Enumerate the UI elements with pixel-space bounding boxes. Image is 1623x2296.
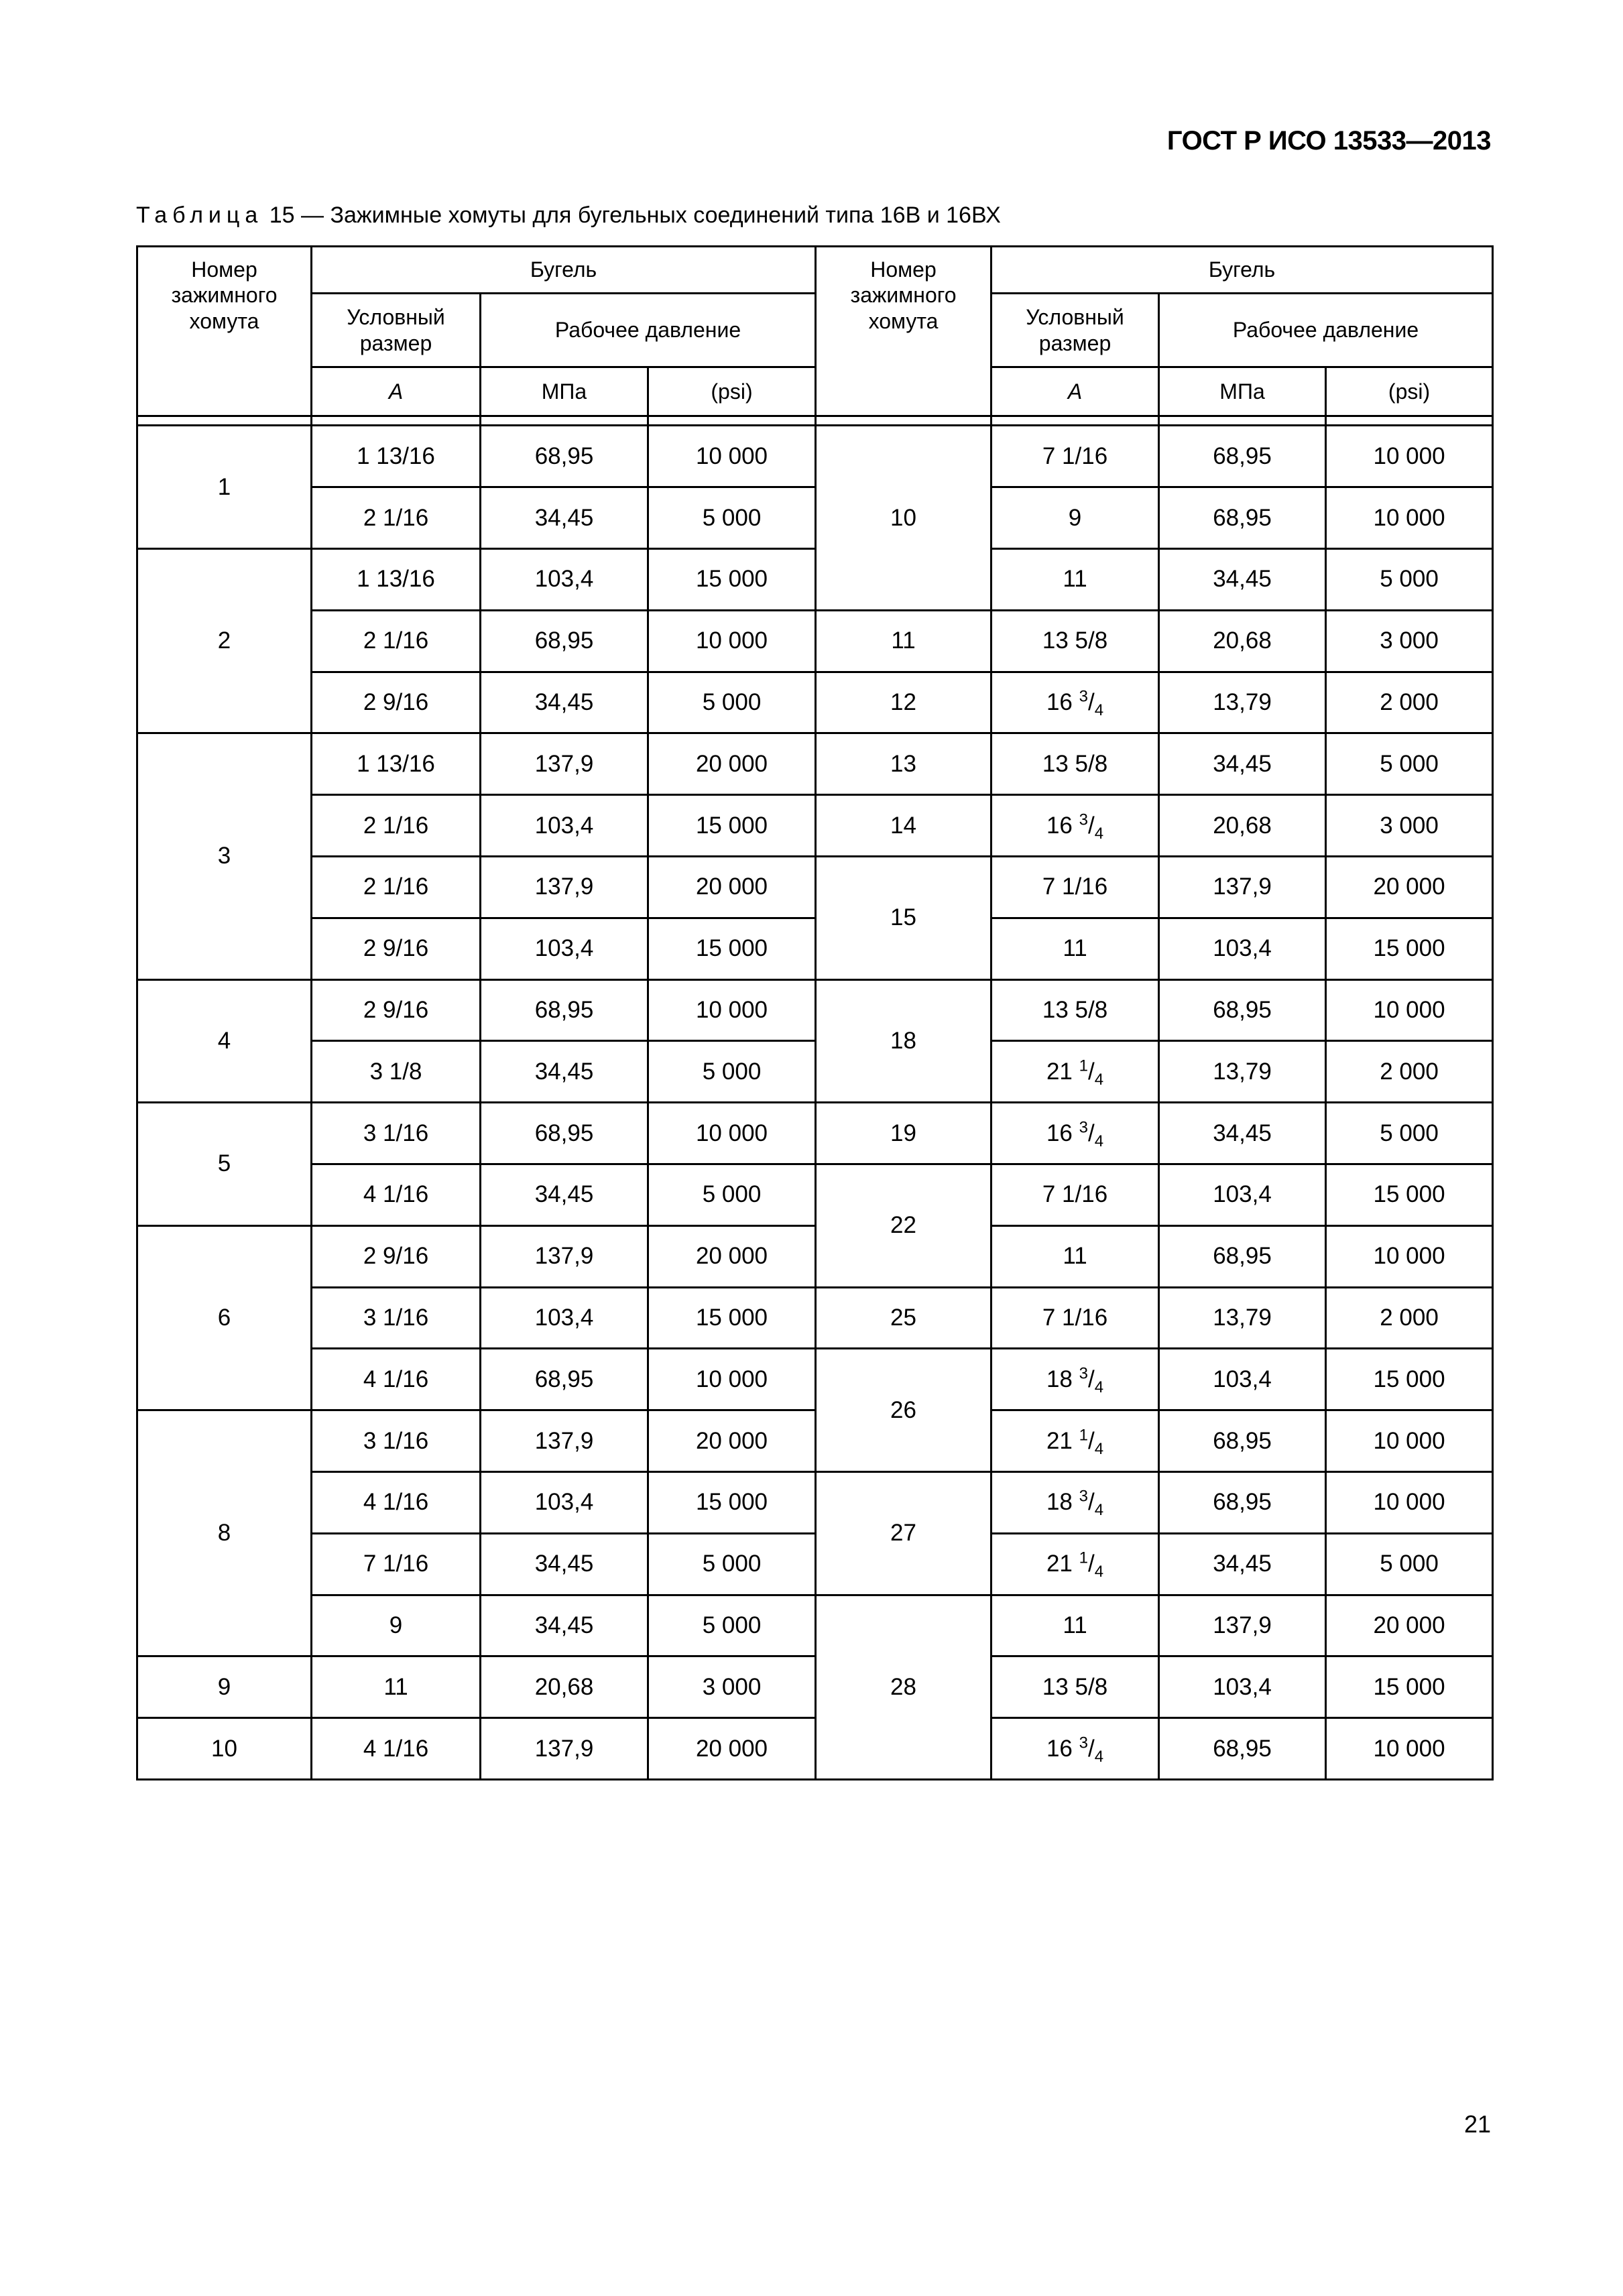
document-id: ГОСТ Р ИСО 13533—2013 <box>1166 126 1491 156</box>
pressure-mpa-cell: 103,4 <box>1159 918 1326 979</box>
clamp-number-cell: 1 <box>137 426 312 549</box>
pressure-psi-cell: 10 000 <box>648 1349 816 1410</box>
header-unit-mpa-right: МПа <box>1159 367 1326 416</box>
header-clamp-no-right: Номер зажимного хомута <box>816 247 991 416</box>
table-row <box>137 610 1493 672</box>
pressure-psi-cell: 3 000 <box>1326 610 1493 672</box>
pressure-psi-cell: 10 000 <box>1326 1718 1493 1780</box>
clamp-number-cell: 14 <box>816 795 991 857</box>
pressure-mpa-cell: 68,95 <box>481 1103 648 1164</box>
table-row <box>137 1349 1493 1410</box>
nominal-size-cell <box>991 487 1159 549</box>
table-row <box>137 733 1493 795</box>
nominal-size-cell: 2 1/16 <box>312 487 481 549</box>
header-unit-psi-left: (psi) <box>648 367 816 416</box>
pressure-psi-cell: 15 000 <box>1326 918 1493 979</box>
pressure-mpa-cell: 68,95 <box>1159 1718 1326 1780</box>
fraction-denominator: 4 <box>1094 1070 1104 1089</box>
clamp-number-cell: 4 <box>137 979 312 1103</box>
fraction-denominator: 4 <box>1094 1378 1104 1396</box>
size-whole: 18 <box>1046 1489 1079 1516</box>
size-whole: 11 <box>1063 566 1087 593</box>
size-whole: 13 5/8 <box>1042 750 1108 777</box>
pressure-psi-cell: 20 000 <box>648 1718 816 1780</box>
nominal-size-cell <box>991 610 1159 672</box>
pressure-mpa-cell: 34,45 <box>481 672 648 733</box>
pressure-psi-cell: 10 000 <box>648 426 816 487</box>
size-whole: 11 <box>1063 935 1087 962</box>
table-row <box>137 1595 1493 1656</box>
fraction-numerator: 1 <box>1079 1549 1088 1567</box>
fraction-numerator: 3 <box>1079 1487 1088 1506</box>
pressure-psi-cell: 3 000 <box>648 1656 816 1718</box>
pressure-psi-cell: 20 000 <box>1326 1595 1493 1656</box>
table-row <box>137 979 1493 1041</box>
pressure-psi-cell: 10 000 <box>648 1103 816 1164</box>
pressure-mpa-cell: 103,4 <box>481 918 648 979</box>
nominal-size-cell: 1 13/16 <box>312 426 481 487</box>
pressure-mpa-cell: 34,45 <box>481 1041 648 1103</box>
pressure-psi-cell: 20 000 <box>1326 856 1493 918</box>
fraction-numerator: 3 <box>1079 1364 1088 1383</box>
size-whole: 18 <box>1046 1366 1079 1392</box>
pressure-mpa-cell: 13,79 <box>1159 672 1326 733</box>
pressure-psi-cell: 15 000 <box>1326 1656 1493 1718</box>
header-hub-left: Бугель <box>312 247 816 294</box>
pressure-mpa-cell: 68,95 <box>481 979 648 1041</box>
header-unit-mpa-left: МПа <box>481 367 648 416</box>
caption-prefix: Таблица <box>136 202 263 228</box>
header-size-symbol-left: A <box>312 367 481 416</box>
pressure-mpa-cell: 68,95 <box>1159 426 1326 487</box>
pressure-psi-cell: 15 000 <box>648 548 816 610</box>
nominal-size-cell <box>991 979 1159 1041</box>
nominal-size-cell: 21 $^1/_4$ <box>991 1533 1159 1595</box>
clamp-number-cell: 6 <box>137 1225 312 1410</box>
table-row <box>137 795 1493 857</box>
pressure-mpa-cell: 137,9 <box>481 1410 648 1472</box>
clamp-number-cell: 9 <box>137 1656 312 1718</box>
clamp-number-cell: 2 <box>137 548 312 733</box>
fraction-denominator: 4 <box>1094 1132 1104 1150</box>
header-working-pressure-right: Рабочее давление <box>1159 294 1493 367</box>
size-whole: 21 <box>1046 1058 1079 1085</box>
pressure-psi-cell: 10 000 <box>1326 979 1493 1041</box>
nominal-size-cell <box>991 1287 1159 1349</box>
nominal-size-cell <box>991 856 1159 918</box>
pressure-mpa-cell: 103,4 <box>481 795 648 857</box>
pressure-psi-cell: 2 000 <box>1326 1041 1493 1103</box>
nominal-size-cell: 16 $^3/_4$ <box>991 672 1159 733</box>
clamp-number-cell: 18 <box>816 979 991 1103</box>
pressure-psi-cell: 5 000 <box>1326 1103 1493 1164</box>
pressure-mpa-cell: 34,45 <box>1159 548 1326 610</box>
pressure-mpa-cell: 137,9 <box>481 1225 648 1287</box>
pressure-psi-cell: 2 000 <box>1326 672 1493 733</box>
clamp-number-cell: 22 <box>816 1164 991 1287</box>
pressure-mpa-cell: 103,4 <box>1159 1656 1326 1718</box>
pressure-psi-cell: 15 000 <box>648 1471 816 1533</box>
nominal-size-cell: 2 1/16 <box>312 795 481 857</box>
pressure-psi-cell: 20 000 <box>648 856 816 918</box>
clamp-number-cell: 27 <box>816 1471 991 1595</box>
pressure-mpa-cell: 103,4 <box>481 1471 648 1533</box>
fraction-denominator: 4 <box>1094 824 1104 843</box>
pressure-psi-cell: 10 000 <box>648 979 816 1041</box>
clamp-number-cell: 10 <box>137 1718 312 1780</box>
nominal-size-cell <box>991 1225 1159 1287</box>
nominal-size-cell: 18 $^3/_4$ <box>991 1471 1159 1533</box>
table-row <box>137 1287 1493 1349</box>
pressure-mpa-cell: 34,45 <box>481 487 648 549</box>
pressure-psi-cell: 15 000 <box>648 918 816 979</box>
pressure-mpa-cell: 34,45 <box>1159 733 1326 795</box>
nominal-size-cell: 11 <box>312 1656 481 1718</box>
table-row <box>137 1164 1493 1225</box>
fraction-denominator: 4 <box>1094 1501 1104 1520</box>
size-whole: 16 <box>1046 688 1079 715</box>
size-whole: 7 1/16 <box>1042 1181 1108 1208</box>
pressure-psi-cell: 10 000 <box>1326 426 1493 487</box>
pressure-psi-cell: 5 000 <box>648 1595 816 1656</box>
table-row <box>137 1533 1493 1595</box>
clamp-number-cell: 11 <box>816 610 991 672</box>
pressure-psi-cell: 2 000 <box>1326 1287 1493 1349</box>
size-whole: 13 5/8 <box>1042 1673 1108 1700</box>
size-whole: 9 <box>1068 504 1082 531</box>
nominal-size-cell: 4 1/16 <box>312 1718 481 1780</box>
pressure-mpa-cell: 68,95 <box>1159 487 1326 549</box>
pressure-psi-cell: 15 000 <box>1326 1164 1493 1225</box>
fraction-denominator: 4 <box>1094 701 1104 719</box>
nominal-size-cell: 2 9/16 <box>312 1225 481 1287</box>
pressure-psi-cell: 10 000 <box>1326 1471 1493 1533</box>
fraction-denominator: 4 <box>1094 1747 1104 1766</box>
pressure-mpa-cell: 103,4 <box>1159 1164 1326 1225</box>
table-row <box>137 1471 1493 1533</box>
header-unit-psi-right: (psi) <box>1326 367 1493 416</box>
clamp-number-cell: 15 <box>816 856 991 979</box>
header-hub-right: Бугель <box>991 247 1493 294</box>
table-row <box>137 548 1493 610</box>
nominal-size-cell: 3 1/16 <box>312 1410 481 1472</box>
pressure-psi-cell: 3 000 <box>1326 795 1493 857</box>
clamp-number-cell: 3 <box>137 733 312 979</box>
size-whole: 11 <box>1063 1612 1087 1638</box>
nominal-size-cell: 4 1/16 <box>312 1471 481 1533</box>
pressure-mpa-cell: 103,4 <box>481 1287 648 1349</box>
table-row <box>137 918 1493 979</box>
pressure-mpa-cell: 20,68 <box>481 1656 648 1718</box>
fraction-numerator: 1 <box>1079 1425 1088 1444</box>
pressure-mpa-cell: 13,79 <box>1159 1287 1326 1349</box>
nominal-size-cell: 16 $^3/_4$ <box>991 1718 1159 1780</box>
table-row <box>137 672 1493 733</box>
table-row <box>137 1103 1493 1164</box>
nominal-size-cell <box>991 426 1159 487</box>
size-whole: 7 1/16 <box>1042 873 1108 900</box>
nominal-size-cell: 21 $^1/_4$ <box>991 1041 1159 1103</box>
clamp-number-cell: 8 <box>137 1410 312 1656</box>
table-row <box>137 1041 1493 1103</box>
nominal-size-cell: 2 9/16 <box>312 672 481 733</box>
pressure-mpa-cell: 20,68 <box>1159 795 1326 857</box>
pressure-psi-cell: 20 000 <box>648 733 816 795</box>
pressure-psi-cell: 5 000 <box>648 1164 816 1225</box>
pressure-psi-cell: 15 000 <box>648 795 816 857</box>
header-nominal-size-left: Условный размер <box>312 294 481 367</box>
pressure-psi-cell: 15 000 <box>648 1287 816 1349</box>
clamp-number-cell: 13 <box>816 733 991 795</box>
clamp-table <box>136 245 1494 1780</box>
pressure-psi-cell: 5 000 <box>1326 733 1493 795</box>
table-row <box>137 1656 1493 1718</box>
nominal-size-cell: 2 9/16 <box>312 918 481 979</box>
nominal-size-cell: 2 9/16 <box>312 979 481 1041</box>
table-row <box>137 426 1493 487</box>
fraction-numerator: 3 <box>1079 1117 1088 1136</box>
size-whole: 21 <box>1046 1551 1079 1577</box>
pressure-mpa-cell: 68,95 <box>1159 979 1326 1041</box>
size-whole: 7 1/16 <box>1042 1304 1108 1331</box>
clamp-number-cell: 5 <box>137 1103 312 1226</box>
size-whole: 13 5/8 <box>1042 627 1108 654</box>
nominal-size-cell <box>991 548 1159 610</box>
pressure-mpa-cell: 34,45 <box>1159 1103 1326 1164</box>
pressure-psi-cell: 20 000 <box>648 1410 816 1472</box>
nominal-size-cell: 1 13/16 <box>312 733 481 795</box>
pressure-mpa-cell: 68,95 <box>1159 1410 1326 1472</box>
nominal-size-cell: 7 1/16 <box>312 1533 481 1595</box>
clamp-number-cell: 26 <box>816 1349 991 1472</box>
fraction-denominator: 4 <box>1094 1439 1104 1458</box>
table-row <box>137 487 1493 549</box>
pressure-mpa-cell: 103,4 <box>1159 1349 1326 1410</box>
pressure-mpa-cell: 34,45 <box>481 1164 648 1225</box>
pressure-psi-cell: 5 000 <box>1326 548 1493 610</box>
table-row <box>137 1718 1493 1780</box>
pressure-mpa-cell: 68,95 <box>481 1349 648 1410</box>
size-whole: 16 <box>1046 1735 1079 1762</box>
nominal-size-cell: 9 <box>312 1595 481 1656</box>
page-number: 21 <box>1463 2110 1491 2138</box>
pressure-mpa-cell: 68,95 <box>1159 1225 1326 1287</box>
table-row <box>137 1410 1493 1472</box>
pressure-mpa-cell: 137,9 <box>1159 1595 1326 1656</box>
nominal-size-cell: 16 $^3/_4$ <box>991 1103 1159 1164</box>
nominal-size-cell: 2 1/16 <box>312 856 481 918</box>
nominal-size-cell <box>991 1595 1159 1656</box>
fraction-numerator: 3 <box>1079 687 1088 706</box>
header-working-pressure-left: Рабочее давление <box>481 294 816 367</box>
nominal-size-cell: 3 1/16 <box>312 1287 481 1349</box>
nominal-size-cell <box>991 733 1159 795</box>
pressure-psi-cell: 10 000 <box>1326 1225 1493 1287</box>
pressure-psi-cell: 20 000 <box>648 1225 816 1287</box>
size-whole: 7 1/16 <box>1042 442 1108 469</box>
pressure-mpa-cell: 34,45 <box>1159 1533 1326 1595</box>
nominal-size-cell <box>991 1656 1159 1718</box>
nominal-size-cell: 2 1/16 <box>312 610 481 672</box>
nominal-size-cell: 3 1/16 <box>312 1103 481 1164</box>
clamp-number-cell: 25 <box>816 1287 991 1349</box>
pressure-mpa-cell: 137,9 <box>481 1718 648 1780</box>
nominal-size-cell: 16 $^3/_4$ <box>991 795 1159 857</box>
pressure-psi-cell: 5 000 <box>648 487 816 549</box>
size-whole: 16 <box>1046 1120 1079 1146</box>
pressure-mpa-cell: 137,9 <box>481 733 648 795</box>
clamp-number-cell: 12 <box>816 672 991 733</box>
pressure-mpa-cell: 137,9 <box>481 856 648 918</box>
caption-text: 15 — Зажимные хомуты для бугельных соединений типа 16В и 16ВХ <box>263 202 1001 228</box>
pressure-mpa-cell: 103,4 <box>481 548 648 610</box>
pressure-psi-cell: 10 000 <box>1326 487 1493 549</box>
table-row <box>137 856 1493 918</box>
table-caption <box>136 202 1001 229</box>
size-whole: 16 <box>1046 812 1079 839</box>
header-clamp-no-left: Номер зажимного хомута <box>137 247 312 416</box>
pressure-psi-cell: 10 000 <box>1326 1410 1493 1472</box>
pressure-mpa-cell: 68,95 <box>481 610 648 672</box>
pressure-mpa-cell: 68,95 <box>1159 1471 1326 1533</box>
pressure-psi-cell: 15 000 <box>1326 1349 1493 1410</box>
clamp-number-cell: 19 <box>816 1103 991 1164</box>
pressure-mpa-cell: 20,68 <box>1159 610 1326 672</box>
header-nominal-size-right: Условный размер <box>991 294 1159 367</box>
fraction-numerator: 1 <box>1079 1056 1088 1075</box>
nominal-size-cell: 18 $^3/_4$ <box>991 1349 1159 1410</box>
pressure-mpa-cell: 137,9 <box>1159 856 1326 918</box>
pressure-psi-cell: 5 000 <box>648 1533 816 1595</box>
size-whole: 11 <box>1063 1243 1087 1270</box>
pressure-mpa-cell: 34,45 <box>481 1533 648 1595</box>
pressure-psi-cell: 5 000 <box>1326 1533 1493 1595</box>
pressure-psi-cell: 5 000 <box>648 672 816 733</box>
clamp-number-cell: 10 <box>816 426 991 610</box>
pressure-mpa-cell: 34,45 <box>481 1595 648 1656</box>
nominal-size-cell <box>991 1164 1159 1225</box>
nominal-size-cell: 4 1/16 <box>312 1349 481 1410</box>
pressure-psi-cell: 10 000 <box>648 610 816 672</box>
pressure-mpa-cell: 13,79 <box>1159 1041 1326 1103</box>
size-whole: 21 <box>1046 1427 1079 1454</box>
table-row <box>137 1225 1493 1287</box>
pressure-psi-cell: 5 000 <box>648 1041 816 1103</box>
size-whole: 13 5/8 <box>1042 996 1108 1023</box>
fraction-numerator: 3 <box>1079 1733 1088 1752</box>
fraction-denominator: 4 <box>1094 1563 1104 1581</box>
nominal-size-cell: 3 1/8 <box>312 1041 481 1103</box>
nominal-size-cell: 4 1/16 <box>312 1164 481 1225</box>
header-size-symbol-right: A <box>991 367 1159 416</box>
nominal-size-cell: 1 13/16 <box>312 548 481 610</box>
fraction-numerator: 3 <box>1079 810 1088 829</box>
pressure-mpa-cell: 68,95 <box>481 426 648 487</box>
nominal-size-cell: 21 $^1/_4$ <box>991 1410 1159 1472</box>
clamp-number-cell: 28 <box>816 1595 991 1779</box>
nominal-size-cell <box>991 918 1159 979</box>
